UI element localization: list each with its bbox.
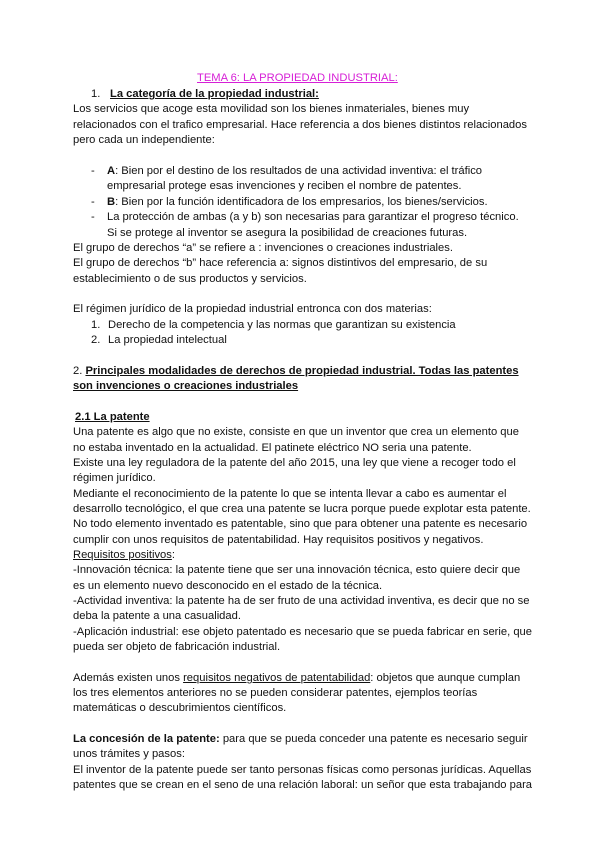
list-number: 1. [91,319,101,331]
paragraph-text: para que se pueda conceder una patente es necesario seguir [219,733,528,745]
concesion-label: La concesión de la patente: [73,733,220,745]
bullet-label: A [107,165,116,177]
document-title: TEMA 6: LA PROPIEDAD INDUSTRIAL: [197,72,398,84]
paragraph-line: no estaba inventado en la actualidad. El patinete eléctrico NO seria una patente. [73,442,472,454]
section-2-heading-text: Principales modalidades de derechos de propiedad industrial. Todas las patentes [85,365,519,377]
bullet-text: empresarial protege esas invenciones y reciben el nombre de patentes. [107,180,462,192]
section-2-1-heading: 2.1 La patente [75,411,150,423]
paragraph-line: -Innovación técnica: la patente tiene que ser una innovación técnica, esto quiere decir que [73,564,521,576]
bullet-text: La protección de ambas (a y b) son necesarias para garantizar el progreso técnico. [107,211,519,223]
paragraph-line: Existe una ley reguladora de la patente del año 2015, una ley que viene a recoger todo el [73,457,516,469]
paragraph-line: unos trámites y pasos: [73,748,185,760]
list-item: La propiedad intelectual [108,334,227,346]
paragraph-text: Además existen unos [73,672,184,684]
paragraph-line: -Aplicación industrial: ese objeto patentado es necesario que se pueda fabricar en serie, que [73,626,532,638]
bullet-text: : Bien por la función identificadora de los empresarios, los bienes/servicios. [115,196,488,208]
section-1-heading: La categoría de la propiedad industrial: [110,88,319,100]
bullet-dash: - [91,165,95,177]
paragraph-line: régimen jurídico. [73,472,156,484]
paragraph-line: Los servicios que acoge esta movilidad son los bienes inmateriales, bienes muy [73,103,470,115]
paragraph-line: No todo elemento inventado es patentable, sino que para obtener una patente es necesario [73,518,528,530]
paragraph-line: patentes que se crean en el seno de una relación laboral: un señor que esta trabajando para [73,779,533,791]
concesion-paragraph [73,732,528,747]
paragraph-line: relacionados con el trafico empresarial. Hace referencia a dos bienes distintos relacionados [73,119,527,131]
bullet-dash: - [91,196,95,208]
requisitos-negativos-text: requisitos negativos de patentabilidad [183,672,371,684]
paragraph-line: pueda ser objeto de fabricación industrial. [73,641,281,653]
paragraph-line: El grupo de derechos “b” hace referencia a: signos distintivos del empresario, de su [73,257,488,269]
paragraph-line: Una patente es algo que no existe, consiste en que un inventor que crea un elemento que [73,426,519,438]
requisitos-positivos-text: Requisitos positivos [73,549,172,561]
bullet-text: : Bien por el destino de los resultados de una actividad inventiva: el tráfico [115,165,483,177]
bullet-label: B [107,196,116,208]
list-number: 2. [91,334,101,346]
bullet-item-b [107,195,488,210]
paragraph-line: El grupo de derechos “a” se refiere a : invenciones o creaciones industriales. [73,242,453,254]
paragraph-line: Mediante el reconocimiento de la patente lo que se intenta llevar a cabo es aumentar el [73,488,507,500]
paragraph-line: El régimen jurídico de la propiedad industrial entronca con dos materias: [73,303,432,315]
paragraph-line: cumplir con unos requisitos de patentabilidad. Hay requisitos positivos y negativos. [73,534,484,546]
requisitos-negativos-paragraph [73,671,520,686]
paragraph-line: matemáticas o descubrimientos científicos. [73,702,287,714]
section-1-number: 1. [91,88,101,100]
paragraph-line: es un elemento nuevo desconocido en el estado de la técnica. [73,580,383,592]
paragraph-line: El inventor de la patente puede ser tanto personas físicas como personas jurídicas. Aquellas [73,764,532,776]
paragraph-line: -Actividad inventiva: la patente ha de ser fruto de una actividad inventiva, es decir que no se [73,595,530,607]
bullet-text: Si se protege al inventor se asegura la posibilidad de creaciones futuras. [107,227,468,239]
section-2-number: 2. [73,365,83,377]
paragraph-line: deba la patente a una casualidad. [73,610,241,622]
paragraph-line: pero cada un independiente: [73,134,215,146]
paragraph-text: : objetos que aunque cumplan [370,672,521,684]
paragraph-line: establecimiento o de sus productos y servicios. [73,273,307,285]
requisitos-positivos-label [73,548,175,563]
section-2-heading [73,364,519,379]
paragraph-line: los tres elementos anteriores no se pueden considerar patentes, ejemplos teorías [73,687,478,699]
list-item: Derecho de la competencia y las normas que garantizan su existencia [108,319,456,331]
bullet-item-a [107,164,482,179]
paragraph-line: desarrollo tecnológico, el que crea una patente se lucra porque puede explotar esta patente. [73,503,531,515]
section-2-heading-text: son invenciones o creaciones industriales [73,380,299,392]
colon: : [171,549,175,561]
bullet-dash: - [91,211,95,223]
